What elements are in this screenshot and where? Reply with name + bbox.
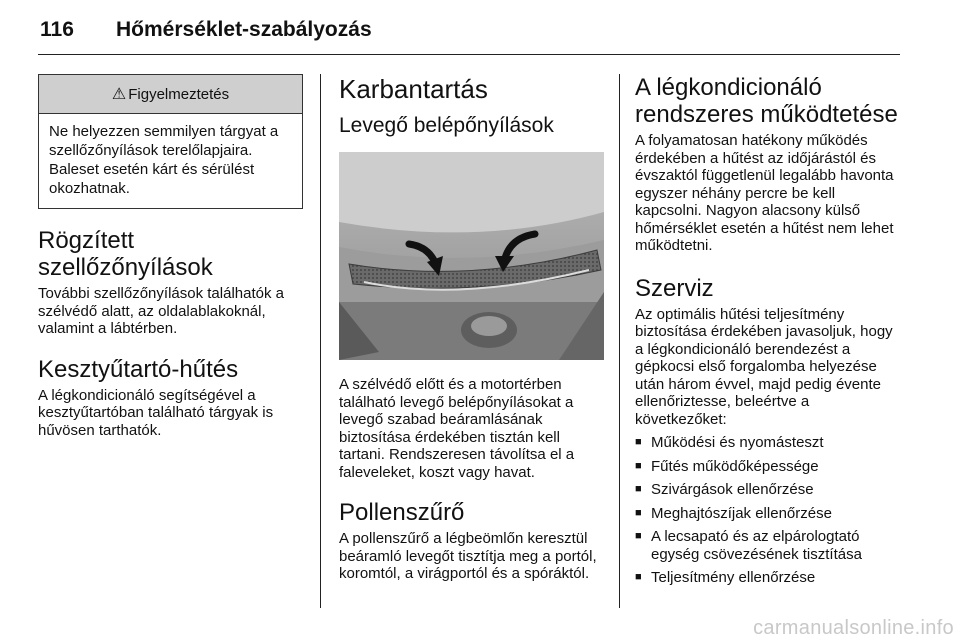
list-item-text: Meghajtószíjak ellenőrzése xyxy=(651,504,832,522)
list-item-text: Szivárgások ellenőrzése xyxy=(651,481,814,498)
column-right xyxy=(635,74,900,593)
bullet-square-icon: ■ xyxy=(635,483,642,495)
bullet-square-icon: ■ xyxy=(635,506,642,519)
list-item-text: Teljesítmény ellenőrzése xyxy=(651,569,816,586)
page-header xyxy=(38,18,900,55)
chapter-title: Hőmérséklet-szabályozás xyxy=(116,18,372,41)
list-item-text: A lecsapató és az elpárologtató egység csövezésének tisztítása xyxy=(651,528,862,563)
ac-operation-text: A folyamatosan hatékony működés érdekében a hűtést az időjárástól és évszaktól függetlenül legalább havonta egyszer néhány percre be kell kapcsolni. Nagyon alacsony külső hőmérséklet esetén a hűtést nem lehet működtetni. xyxy=(635,132,894,254)
warning-header xyxy=(39,75,302,114)
list-item-text: Fűtés működőképessége xyxy=(651,457,819,475)
warning-triangle-icon: ⚠ xyxy=(111,86,127,103)
service-checklist xyxy=(635,434,900,587)
glovebox-text: A légkondicionáló segítségével a kesztyűtartóban található tárgyak is hűvösen tarthatók. xyxy=(38,386,274,439)
fixed-vents-text: További szellőzőnyílások találhatók a szélvédő alatt, az oldalablakoknál, valamint a lábtérben. xyxy=(38,285,284,337)
bullet-square-icon: ■ xyxy=(635,571,642,583)
column-middle xyxy=(339,74,604,583)
page-number: 116 xyxy=(40,18,74,41)
column-left xyxy=(38,74,303,439)
list-item xyxy=(635,569,900,587)
watermark: carmanualsonline.info xyxy=(753,617,954,639)
column-divider-1 xyxy=(320,74,321,608)
ac-operation-heading: A légkondicionáló rendszeres működtetése xyxy=(635,74,898,128)
bullet-square-icon: ■ xyxy=(635,459,642,472)
fixed-vents-heading: Rögzített szellőzőnyílások xyxy=(38,227,213,281)
list-item xyxy=(635,528,900,563)
warning-title: Figyelmeztetés xyxy=(128,85,230,103)
glovebox-heading: Kesztyűtartó-hűtés xyxy=(38,355,239,383)
service-heading: Szerviz xyxy=(635,274,714,302)
list-item xyxy=(635,481,900,499)
bullet-square-icon: ■ xyxy=(635,436,642,448)
pollen-filter-heading: Pollenszűrő xyxy=(339,499,465,526)
warning-text: Ne helyezzen semmilyen tárgyat a szellőzőnyílások terelőlapjaira. Baleset esetén kárt és sérülést okozhatnak. xyxy=(49,123,279,197)
list-item xyxy=(635,505,900,523)
windscreen-air-inlet-photo xyxy=(339,152,604,360)
warning-box xyxy=(38,74,303,209)
maintenance-heading: Karbantartás xyxy=(339,74,488,104)
list-item xyxy=(635,434,900,452)
bullet-square-icon: ■ xyxy=(635,530,642,542)
air-inlet-text: A szélvédő előtt és a motortérben található levegő belépőnyílásokat a levegő szabad beáramlásának biztosítása érdekében tisztán kell tartani. Rendszeresen távolítsa el a faleveleket, koszt vagy havat. xyxy=(339,376,575,481)
list-item-text: Működési és nyomásteszt xyxy=(651,434,824,451)
service-text: Az optimális hűtési teljesítmény biztosítása érdekében javasoljuk, hogy a légkondicionáló berendezést a gépkocsi első forgalomba helyezése után három évvel, majd pedig évente ellenőriztesse, beleértve a következőket: xyxy=(635,305,893,428)
column-divider-2 xyxy=(619,74,620,608)
list-item xyxy=(635,458,900,476)
pollen-filter-text: A pollenszűrő a légbeömlőn keresztül beáramló levegőt tisztítja meg a portól, koromtól, a virágportól és a spóráktól. xyxy=(339,530,597,582)
air-inlet-heading: Levegő belépőnyílások xyxy=(339,114,554,137)
